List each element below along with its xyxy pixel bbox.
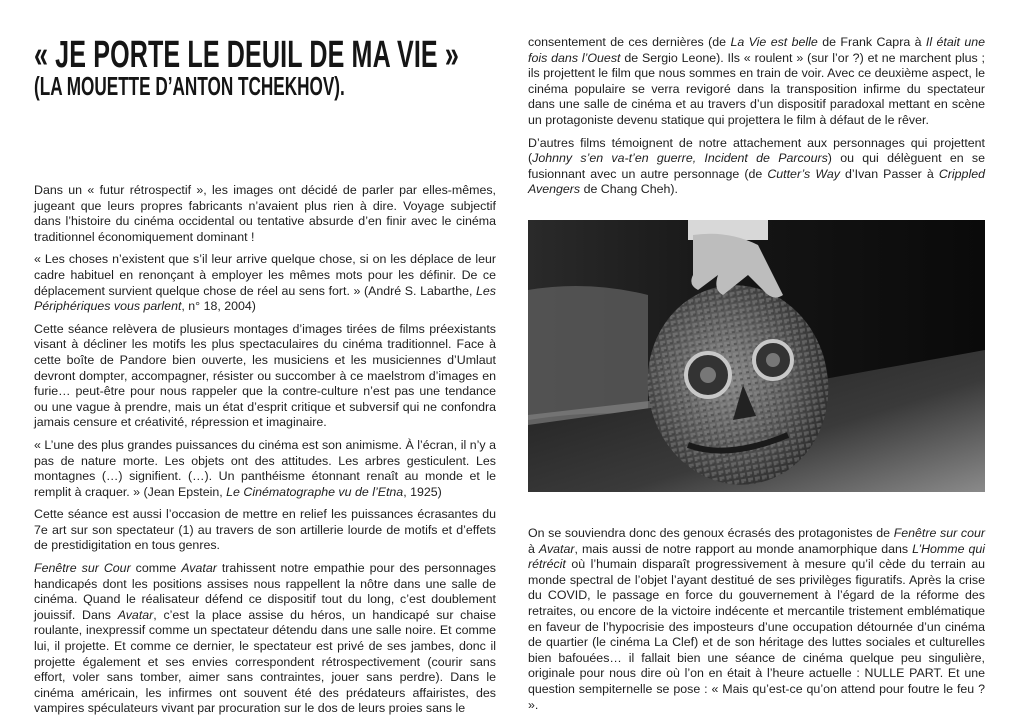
quote-text: « L’une des plus grandes puissances du cinéma est son animisme. À l’écran, il n’y a pas de nature morte. Les objets ont des attitudes. Les arbres gesticulent. Les montagnes (…) signifient. (…). Un panthéisme étonnant renaît au monde et le remplit à craquer. » (Jean Epstein,: [34, 437, 496, 499]
page-title: [34, 34, 514, 101]
film-title: La Vie est belle: [730, 35, 818, 49]
text: , c’est la place assise du héros, un handicapé sur chaise roulante, inexpressif comme un spectateur détendu dans une salle noire. Et comme lui, il projette. Et comme ce dernier, le spectateur est privé de ses jambes, donc il projette également et ses envies correspondent rétrospectivement (courir sans effort, voler sans tomber, aimer sans contraintes, jouer sans perdre). Dans le cinéma américain, les infirmes ont souvent été des prédateurs affairistes, des vampires spéculateurs vivant par procuration sur le dos de leurs proies sans le: [34, 607, 496, 716]
paragraph-consentement: [528, 35, 985, 129]
film-title: Cutter’s Way: [767, 166, 840, 181]
text: consentement de ces dernières (de: [528, 35, 731, 49]
paragraph-autres-films: [528, 136, 985, 198]
chair-shape: [528, 286, 648, 420]
film-title: L’Homme qui rétrécit: [528, 541, 985, 572]
film-still-photo: [528, 220, 985, 492]
text: On se souviendra donc des genoux écrasés des protagonistes de: [528, 526, 894, 540]
right-column-bottom: [528, 526, 985, 720]
text: où l’humain disparaît progressivement à mesure qu’il cède du terrain au monde spectral de l’objet l’ayant destitué de ses privilèges figuratifs. Après la crise du COVID, le passage en force du gouvernement à l’égard de la réforme des retraites, ou encore de la victoire indécente et mercantile tristement emblématique en faveur de l’hypocrisie des imposteurs d’une occupation détournée d’un cinéma de quartier (le cinéma La Clef) et de son héritage des luttes sociales et culturelles bien bafouées… il fallait bien une séance de cinéma quelque peu singulière, originale pour nous dire où l’on en était à l’heure actuelle : NULLE PART. Et une question sempiternelle se pose : « Mais qu’est-ce qu’on attend pour foutre le feu ? ».: [528, 557, 985, 712]
film-title: Fenêtre sur Cour: [34, 561, 131, 576]
text: de Sergio Leone). Ils « roulent » (sur l’or ?) et ne marchent plus ; ils projettent le film que nous sommes en train de voir. Avec ce deuxième aspect, le cinéma populaire se verra revigoré dans la transposition infirme du spectateur dans une salle de cinéma et au travers d’un dispositif paradoxal mettant en scène un protagoniste devenu statique qui projettera le film à défaut de le rêver.: [528, 50, 985, 127]
right-column-top: [528, 35, 985, 205]
text: ) ou qui délèguent en se fusionnant avec un autre personnage (de: [528, 151, 985, 181]
paragraph-conclusion: [528, 526, 985, 713]
skull-photo-illustration: [528, 220, 985, 492]
quote-text: « Les choses n’existent que s’il leur arrive quelque chose, si on les déplace de leur cadre habituel en renonçant à employer les mêmes mots pour les définir. De ce déplacement survient quelque chose de réel au sens fort. » (André S. Labarthe,: [34, 252, 496, 298]
film-title: Avatar: [117, 607, 154, 622]
text: de Frank Capra à: [817, 35, 926, 49]
paragraph-fenetre-avatar: [34, 561, 496, 717]
text: trahissent notre empathie pour des personnages handicapés dont les positions assises nous rappellent la nôtre dans une salle de cinéma. Quand le réalisateur défend ce dispositif tout du long, c’est doublement jouissif. Dans: [34, 561, 497, 622]
film-title: Johnny s’en va-t’en guerre, Incident de Parcours: [532, 151, 828, 166]
quote-source-tail: , 1925): [403, 484, 442, 499]
paragraph-labarthe-quote: [34, 252, 496, 314]
text: , mais aussi de notre rapport au monde anamorphique dans: [574, 541, 913, 556]
quote-source-tail: , n° 18, 2004): [181, 299, 256, 314]
film-title: Il était une fois dans l’Ouest: [528, 35, 985, 65]
paragraph-seance: Cette séance relèvera de plusieurs montages d’images tirées de films préexistants visant à décliner les motifs les plus spectaculaires du cinéma traditionnel. Face à cette boîte de Pandore bien ouverte, les musiciens et les musiciennes d’Umlaut devront dompter, accompagner, résister ou succomber à ce maelstrom d’images en furie… peut-être pour nous rappeler que la contre-culture n’est pas une tendance ou une vague à prendre, mais un état d’esprit critique et subversif qui ne confondra jamais censure et créativité, répression et imaginaire.: [34, 321, 496, 430]
text: comme: [130, 561, 182, 576]
text: à: [528, 541, 539, 556]
text: d’Ivan Passer à: [839, 166, 939, 181]
paragraph-intro: Dans un « futur rétrospectif », les images ont décidé de parler par elles-mêmes, jugeant que leurs propres fabricants n’avaient plus rien à dire. Voyage subjectif dans l’histoire du cinéma occidental ou tentative absurde d’en finir avec le cinéma traditionnel économiquement dominant !: [34, 183, 496, 244]
quote-source-title: Les Périphériques vous parlent: [34, 283, 496, 314]
text: D’autres films témoignent de notre attachement aux personnages qui projettent (: [528, 135, 985, 166]
title-subtitle: (LA MOUETTE D’ANTON TCHEKHOV).: [34, 71, 345, 101]
film-title: Avatar: [181, 561, 217, 576]
paragraph-epstein-quote: [34, 438, 496, 500]
text: de Chang Cheh).: [580, 182, 678, 197]
title-main: « JE PORTE LE DEUIL DE MA VIE »: [34, 34, 459, 76]
film-title: Avatar: [538, 541, 575, 556]
film-title: Crippled Avengers: [528, 166, 985, 197]
paragraph-7e-art: Cette séance est aussi l’occasion de mettre en relief les puissances écrasantes du 7e art sur son spectateur (1) au travers de son artillerie lourde de motifs et d’effets de prestidigitation en tous genres.: [34, 507, 496, 553]
film-title: Fenêtre sur cour: [893, 526, 985, 540]
quote-source-title: Le Cinématographe vu de l’Etna: [226, 484, 404, 499]
left-column: [34, 183, 496, 724]
